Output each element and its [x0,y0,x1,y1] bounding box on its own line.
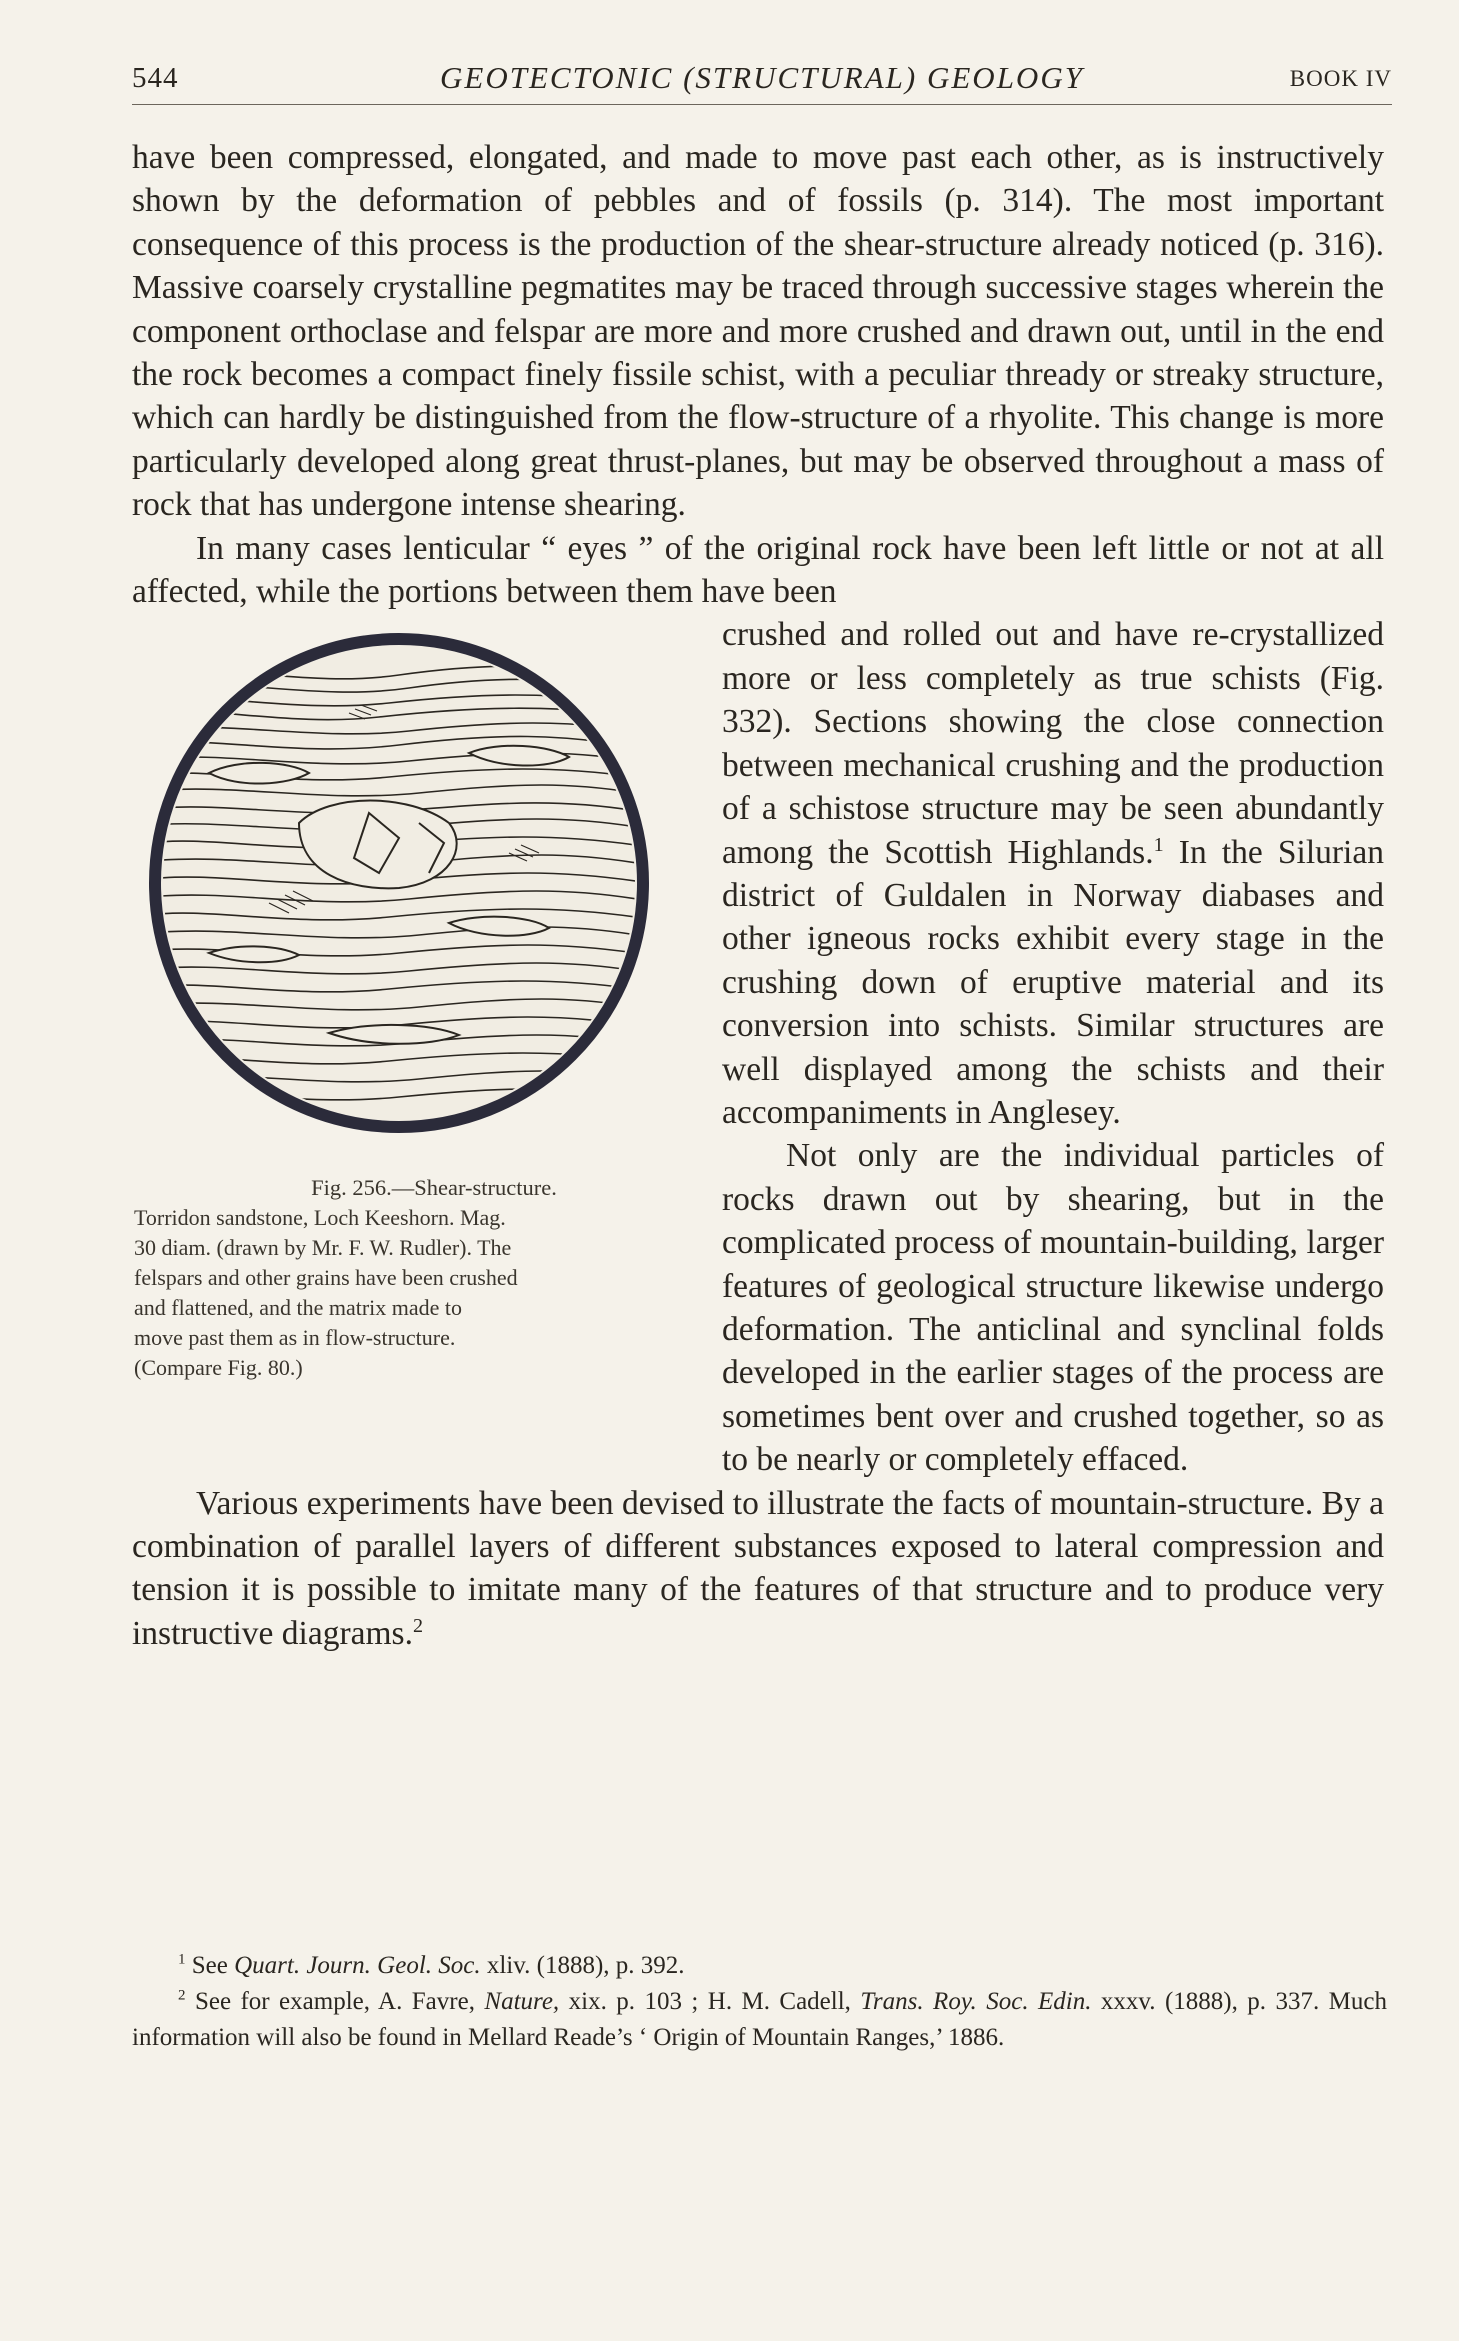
running-title: GEOTECTONIC (STRUCTURAL) GEOLOGY [440,60,1084,95]
footnotes [132,1948,1387,2056]
figure-256 [132,613,696,1475]
footnote-2-journal-trans: Trans. Roy. Soc. Edin. [860,1988,1092,2015]
shear-structure-illustration [149,633,649,1133]
footnote-ref-2[interactable]: 2 [412,1614,424,1637]
paragraph-1: have been compressed, elongated, and made to move past each other, as is instructively shown by the deformation of pebbles and of fossils (p. 314). The most important consequence of this process is the production of the shear-structure already noticed (p. 316). Massive coarsely crystalline pegmatites may be traced through successive stages wherein the component orthoclase and felspar are more and more crushed and drawn out, until in the end the rock becomes a compact finely fissile schist, with a peculiar thready or streaky structure, which can hardly be distinguished from the flow-structure of a rhyolite. This change is more particularly developed along great thrust-planes, but may be observed throughout a mass of rock that has undergone intense shearing. [132,139,1384,524]
footnote-2-mark: 2 [178,1987,186,2004]
figure-caption [134,1173,694,1383]
book-label: BOOK IV [1289,66,1392,91]
footnote-2 [132,1984,1387,2056]
footnote-2-journal-nature: Nature, [484,1988,560,2015]
footnote-1 [132,1948,1387,1984]
figure-description [134,1203,694,1383]
figure-title: Fig. 256.—Shear-structure. [311,1175,557,1201]
caption-line: and flattened, and the matrix made to [134,1295,463,1321]
paragraph-4-text: Various experiments have been devised to illustrate the facts of mountain-structure. By a combination of parallel layers of different substances exposed to lateral compression and tension it is possible to imitate many of the features of that structure and to produce very instructive diagrams. [132,1484,1384,1652]
footnote-1-text: See [191,1952,235,1979]
footnote-1-journal: Quart. Journ. Geol. Soc. [234,1952,481,1979]
paragraph-2-text: crushed and rolled out and have re-crystallized more or less completely as true schists (Fig. 332). Sections showing the close connection between mechanical crushing and the production of a schistose structure may be seen abundantly among the Scottish Highlands. [722,616,1384,871]
footnote-ref-1[interactable]: 1 [1153,833,1164,856]
caption-line: 30 diam. (drawn by Mr. F. W. Rudler). The [134,1235,512,1261]
paragraph-2-text-cont: In the Silurian district of Guldalen in Norway diabases and other igneous rocks exhibit every stage in the crushing down of eruptive material and its conversion into schists. Similar structures are well displayed among the schists and their accompaniments in Anglesey. [722,833,1384,1131]
footnote-2-text-c: xxxv. (1888), p. 337. Much information will also be found in Mellard Reade’s ‘ Origin of Mountain Ranges,’ 1886. [132,1988,1388,2051]
caption-line: move past them as in flow-structure. [134,1325,456,1351]
footnote-2-text-b: xix. p. 103 ; H. M. Cadell, [559,1988,861,2015]
footnote-1-mark: 1 [178,1951,186,1968]
body-text [132,136,1384,1655]
paragraph-4 [132,1482,1384,1656]
paragraph-2-lead: In many cases lenticular “ eyes ” of the original rock have been left little or not at all affected, while the portions between them have been [132,529,1384,611]
caption-line: (Compare Fig. 80.) [134,1355,303,1381]
page-number: 544 [132,62,179,94]
paragraph-3: Not only are the individual particles of rocks drawn out by shearing, but in the complicated process of mountain-building, larger features of geological structure likewise undergo deformation. The anticlinal and synclinal folds developed in the earlier stages of the process are sometimes bent over and crushed together, so as to be nearly or completely effaced. [722,1137,1384,1479]
footnote-1-ref: xliv. (1888), p. 392. [480,1952,685,1979]
footnote-2-text: See for example, A. Favre, [194,1988,485,2015]
caption-line: felspars and other grains have been crushed [134,1265,518,1291]
page-header [132,58,1392,105]
caption-line: Torridon sandstone, Loch Keeshorn. Mag. [134,1205,506,1231]
